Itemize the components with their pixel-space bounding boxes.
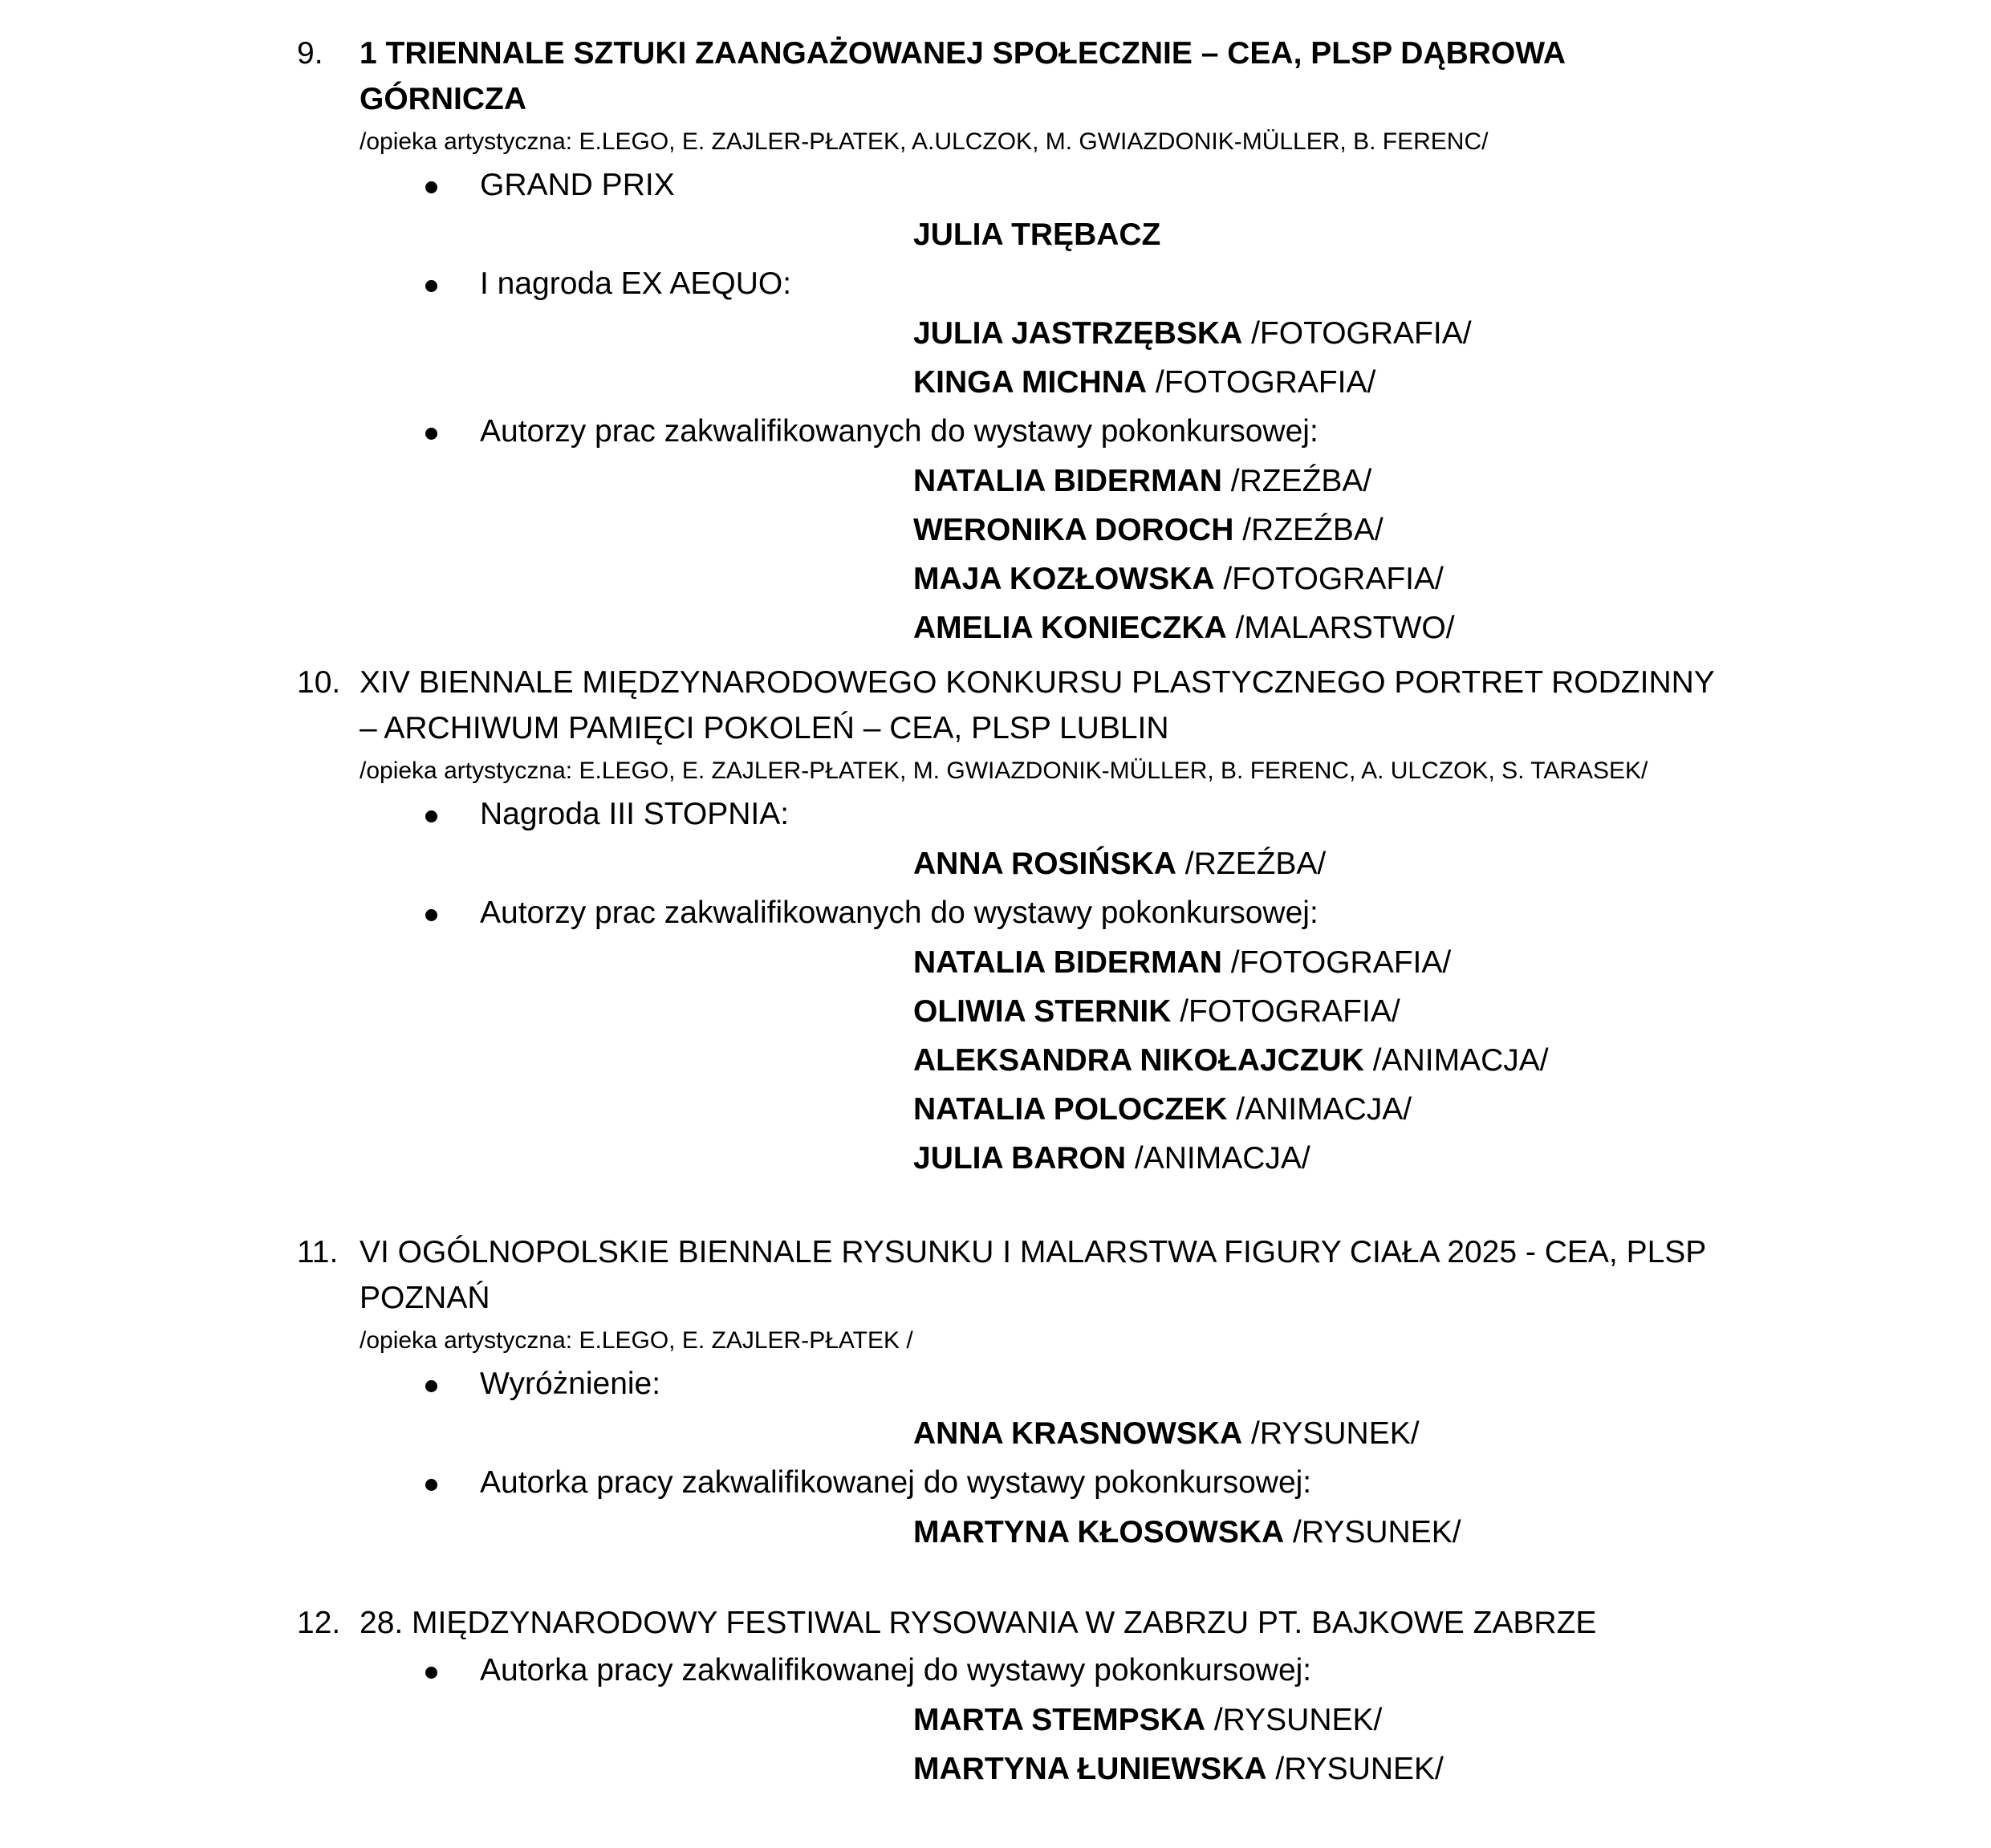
laureate-list: [913, 210, 1991, 259]
laureate-list: [913, 938, 1991, 1183]
bullet-dot-icon: [425, 810, 437, 822]
bullet-dot-icon: [425, 1479, 437, 1491]
laureate-list: [913, 309, 1991, 407]
section-number: 12.: [297, 1606, 341, 1640]
laureate-name: ANNA ROSIŃSKA: [913, 847, 1176, 881]
laureate-medium: /FOTOGRAFIA/: [1214, 562, 1444, 596]
laureate-medium: /FOTOGRAFIA/: [1147, 365, 1376, 400]
award-label: I nagroda EX AEQUO:: [480, 266, 792, 301]
award-label: Autorka pracy zakwalifikowanej do wystawy pokonkursowej:: [480, 1465, 1312, 1500]
laureate-entry: [913, 1744, 1991, 1793]
laureate-name: NATALIA BIDERMAN: [913, 464, 1222, 498]
artistic-supervision: /opieka artystyczna: E.LEGO, E. ZAJLER-PŁATEK, A.ULCZOK, M. GWIAZDONIK-MÜLLER, B. FERENC/: [360, 128, 1489, 155]
laureate-entry: [913, 1036, 1991, 1085]
award-list: [0, 790, 1991, 1183]
laureate-name: JULIA TRĘBACZ: [913, 217, 1161, 252]
section-number: 9.: [297, 36, 323, 71]
laureate-medium: /RYSUNEK/: [1242, 1416, 1420, 1451]
award-list: [0, 1646, 1991, 1793]
laureate-medium: /RZEŹBA/: [1176, 847, 1327, 881]
award-label: Autorzy prac zakwalifikowanych do wystawy pokonkursowej:: [480, 896, 1319, 930]
section-number: 10.: [297, 665, 341, 700]
laureate-medium: /ANIMACJA/: [1126, 1141, 1310, 1176]
laureate-name: MARTYNA KŁOSOWSKA: [913, 1515, 1285, 1549]
section-title: 1 TRIENNALE SZTUKI ZAANGAŻOWANEJ SPOŁECZNIE – CEA, PLSP DĄBROWA GÓRNICZA: [360, 36, 1565, 116]
laureate-entry: [913, 210, 1991, 259]
laureate-name: OLIWIA STERNIK: [913, 994, 1172, 1029]
award-label: Autorka pracy zakwalifikowanej do wystawy pokonkursowej:: [480, 1653, 1312, 1688]
laureate-medium: /RYSUNEK/: [1284, 1515, 1461, 1549]
award-list: [0, 160, 1991, 652]
laureate-entry: [913, 839, 1991, 888]
laureate-entry: [913, 554, 1991, 603]
section-number: 11.: [297, 1235, 339, 1269]
laureate-entry: [913, 457, 1991, 506]
laureate-name: AMELIA KONIECZKA: [913, 611, 1227, 645]
laureate-name: NATALIA BIDERMAN: [913, 945, 1222, 980]
award-item: [0, 1646, 1991, 1793]
laureate-name: MARTYNA ŁUNIEWSKA: [913, 1752, 1267, 1786]
laureate-entry: [913, 1696, 1991, 1744]
section-9: [0, 30, 1991, 652]
bullet-dot-icon: [425, 280, 437, 292]
section-title: VI OGÓLNOPOLSKIE BIENNALE RYSUNKU I MALARSTWA FIGURY CIAŁA 2025 - CEA, PLSP POZNAŃ: [360, 1235, 1706, 1315]
laureate-entry: [913, 1409, 1991, 1458]
laureate-list: [913, 1508, 1991, 1557]
award-item: [0, 1359, 1991, 1458]
laureate-entry: [913, 1508, 1991, 1557]
laureate-entry: [913, 1085, 1991, 1134]
laureate-name: ALEKSANDRA NIKOŁAJCZUK: [913, 1043, 1364, 1078]
award-item: [0, 790, 1991, 888]
award-item: [0, 407, 1991, 652]
award-item: [0, 1458, 1991, 1557]
laureate-medium: /RYSUNEK/: [1205, 1703, 1383, 1737]
laureate-medium: /ANIMACJA/: [1363, 1043, 1549, 1078]
section-11: [0, 1229, 1991, 1557]
section-10: [0, 660, 1991, 1183]
laureate-name: NATALIA POLOCZEK: [913, 1092, 1228, 1127]
section-title: 28. MIĘDZYNARODOWY FESTIWAL RYSOWANIA W ZABRZU PT. BAJKOWE ZABRZE: [360, 1606, 1597, 1640]
laureate-entry: [913, 938, 1991, 987]
laureate-name: MARTA STEMPSKA: [913, 1703, 1205, 1737]
section-title: XIV BIENNALE MIĘDZYNARODOWEGO KONKURSU PLASTYCZNEGO PORTRET RODZINNY – ARCHIWUM PAMIĘCI POKOLEŃ – CEA, PLSP LUBLIN: [360, 665, 1715, 745]
laureate-medium: /MALARSTWO/: [1226, 611, 1455, 645]
laureate-list: [913, 1409, 1991, 1458]
laureate-medium: /RZEŹBA/: [1221, 464, 1372, 498]
laureate-name: JULIA JASTRZĘBSKA: [913, 316, 1243, 351]
laureate-list: [913, 457, 1991, 652]
laureate-medium: /FOTOGRAFIA/: [1242, 316, 1472, 351]
award-label: Wyróżnienie:: [480, 1367, 661, 1401]
laureate-entry: [913, 309, 1991, 358]
laureate-list: [913, 839, 1991, 888]
award-item: [0, 160, 1991, 259]
bullet-dot-icon: [425, 428, 437, 440]
award-label: GRAND PRIX: [480, 168, 675, 202]
laureate-entry: [913, 358, 1991, 407]
section-12: [0, 1600, 1991, 1793]
laureate-entry: [913, 1134, 1991, 1183]
laureate-entry: [913, 603, 1991, 652]
award-item: [0, 259, 1991, 407]
laureate-medium: /FOTOGRAFIA/: [1171, 994, 1400, 1029]
laureate-entry: [913, 506, 1991, 554]
award-label: Nagroda III STOPNIA:: [480, 797, 790, 831]
laureate-medium: /RZEŹBA/: [1233, 513, 1384, 547]
laureate-name: WERONIKA DOROCH: [913, 513, 1234, 547]
laureate-medium: /FOTOGRAFIA/: [1221, 945, 1452, 980]
award-label: Autorzy prac zakwalifikowanych do wystawy pokonkursowej:: [480, 414, 1319, 449]
laureate-name: MAJA KOZŁOWSKA: [913, 562, 1215, 596]
laureate-name: JULIA BARON: [913, 1141, 1127, 1176]
laureate-medium: /ANIMACJA/: [1227, 1092, 1412, 1127]
laureate-medium: /RYSUNEK/: [1266, 1752, 1444, 1786]
award-list: [0, 1359, 1991, 1557]
laureate-entry: [913, 987, 1991, 1036]
laureate-name: KINGA MICHNA: [913, 365, 1148, 400]
bullet-dot-icon: [425, 909, 437, 921]
bullet-dot-icon: [425, 1380, 437, 1392]
laureate-name: ANNA KRASNOWSKA: [913, 1416, 1243, 1451]
laureate-list: [913, 1696, 1991, 1793]
artistic-supervision: /opieka artystyczna: E.LEGO, E. ZAJLER-PŁATEK, M. GWIAZDONIK-MÜLLER, B. FERENC, A. ULCZOK, S. TARASEK/: [360, 757, 1648, 784]
artistic-supervision: /opieka artystyczna: E.LEGO, E. ZAJLER-PŁATEK /: [360, 1327, 913, 1354]
bullet-dot-icon: [425, 1667, 437, 1679]
award-item: [0, 888, 1991, 1183]
bullet-dot-icon: [425, 181, 437, 193]
